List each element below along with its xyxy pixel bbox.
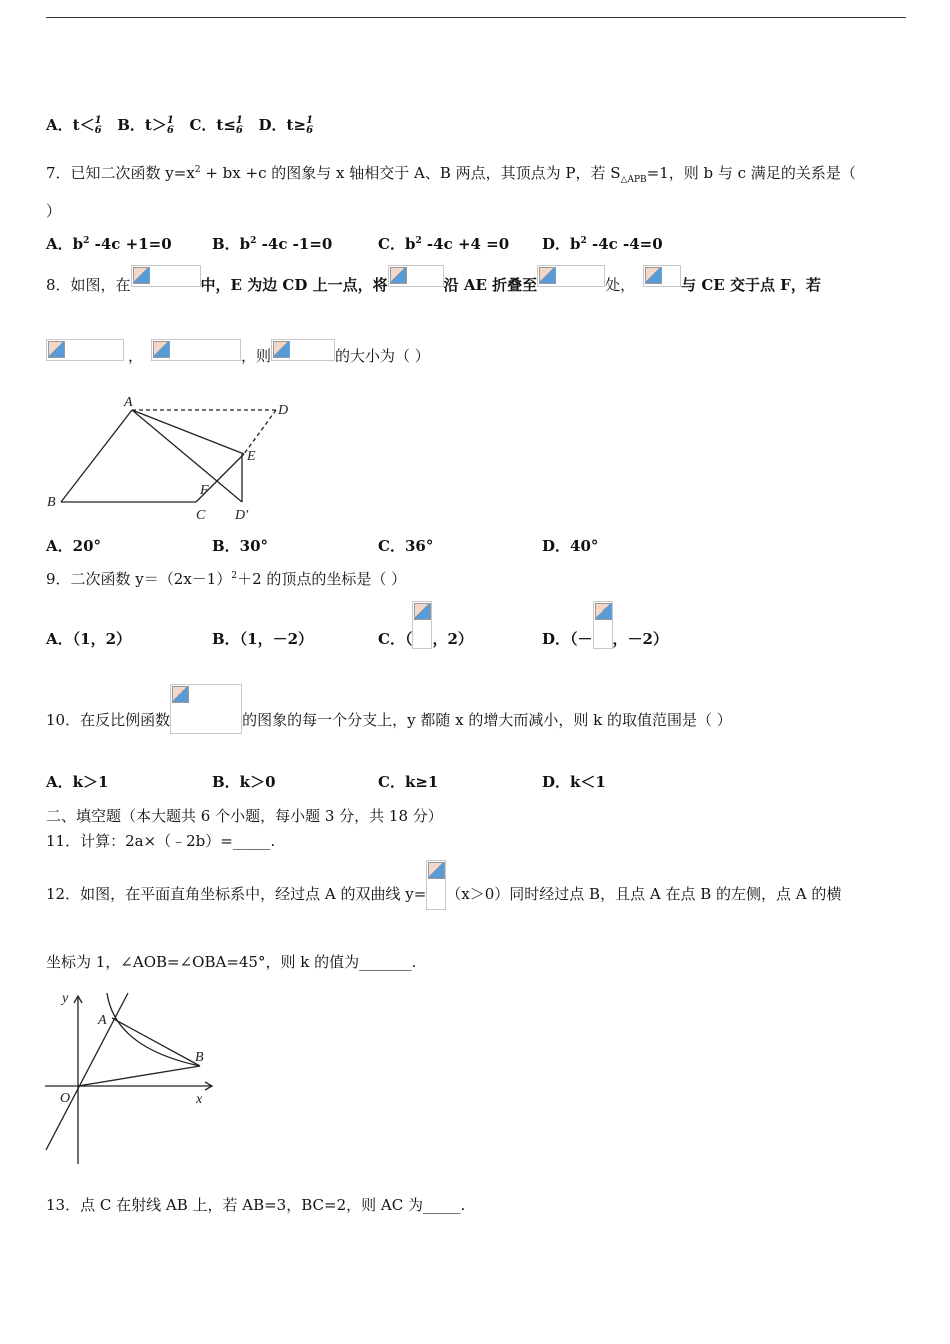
q6-options <box>46 114 313 136</box>
broken-image-icon <box>412 601 432 649</box>
label-b: B <box>195 1050 204 1065</box>
label-x: x <box>196 1092 203 1107</box>
q8-stem: 8．如图，在 中，E 为边 CD 上一点，将 沿 AE 折叠至 处， 与 CE 交于点 F，若 <box>46 264 821 304</box>
q7-text: + bx +c 的图象与 x 轴相交于 A、B 两点，其顶点为 P，若 S <box>200 164 621 182</box>
superscript: 2 <box>194 165 201 175</box>
q9-stem: 9．二次函数 $y=(2x-1)^2+2$ 的顶点的坐标是（ ） <box>46 570 407 588</box>
broken-image-icon <box>271 339 335 361</box>
q10-option-b: B．k＞0 <box>212 773 276 791</box>
label-d-prime: D′ <box>235 508 249 523</box>
label-e: E <box>247 449 256 464</box>
broken-image-icon <box>537 265 605 287</box>
q7-option-c: C．$b^2$ -4c +4 =0 <box>378 235 510 253</box>
q7-text: 7．已知二次函数 y=x <box>46 164 195 182</box>
label-o: O <box>60 1091 71 1106</box>
q8-option-c: C．36° <box>378 537 434 555</box>
q13-stem: 13．点 C 在射线 AB 上，若 AB=3，BC=2，则 AC 为_____. <box>46 1196 466 1214</box>
label-f: F <box>200 483 209 498</box>
q12-figure <box>40 988 220 1168</box>
q7-option-b: B．$b^2$ -4c -1=0 <box>212 235 333 253</box>
fraction: 1 6 <box>306 115 314 136</box>
fraction: 1 6 <box>166 115 174 136</box>
hyperbola-curve <box>107 993 200 1066</box>
broken-image-icon <box>643 265 681 287</box>
q8-option-b: B．30° <box>212 537 269 555</box>
q9-option-b: B．（1，－2） <box>212 630 314 648</box>
broken-image-icon <box>593 601 613 649</box>
q9-option-c: C．（ ，2） <box>378 628 473 649</box>
q6-option-b: B．t＞ <box>117 116 167 134</box>
label-a: A <box>124 395 133 410</box>
label-y: y <box>62 991 69 1006</box>
q8-option-d: D．40° <box>542 537 599 555</box>
q10-option-a: A．k＞1 <box>46 773 109 791</box>
q6-option-c: C．t≤ <box>189 116 236 134</box>
q9-option-d: D．（－ ，－2） <box>542 628 668 649</box>
segment-ae <box>132 410 244 454</box>
fraction: 1 6 <box>94 115 102 136</box>
q6-option-d: D．t≥ <box>258 116 307 134</box>
broken-image-icon <box>426 860 446 910</box>
q7-stem <box>46 162 856 185</box>
broken-image-icon <box>388 265 444 287</box>
subscript: △APB <box>620 175 647 185</box>
segment-de-dashed <box>244 410 276 454</box>
q11-stem: 11．计算：2a×（﹣2b）=_____. <box>46 832 276 850</box>
header-rule <box>46 17 906 18</box>
line-oa <box>46 993 128 1150</box>
q7-text: =1，则 b 与 c 满足的关系是（ <box>646 164 856 182</box>
label-d: D <box>278 403 289 418</box>
q12-stem: 12．如图，在平面直角坐标系中，经过点 A 的双曲线 y= （x＞0）同时经过点 B，且点 A 在点 B 的左侧，点 A 的横 <box>46 858 841 910</box>
q7-option-a: A．$b^2$ -4c +1=0 <box>46 235 172 253</box>
q10-option-c: C．k≥1 <box>378 773 439 791</box>
label-b: B <box>47 495 56 510</box>
broken-image-icon <box>131 265 201 287</box>
segment-ad-prime <box>132 410 242 502</box>
label-c: C <box>196 508 206 523</box>
q9-option-a: A．（1，2） <box>46 630 132 648</box>
label-a: A <box>98 1013 107 1028</box>
q8-option-a: A．20° <box>46 537 102 555</box>
q10-option-d: D．k＜1 <box>542 773 606 791</box>
fraction: 1 6 <box>235 115 243 136</box>
broken-image-icon <box>151 339 241 361</box>
q8-figure <box>44 392 304 524</box>
q7-stem-line2: ） <box>46 202 62 220</box>
q7-option-d: D．$b^2$ -4c -4=0 <box>542 235 663 253</box>
q10-stem: 10．在反比例函数 的图象的每一个分支上，y 都随 x 的增大而减小，则 k 的取值范围是（ ） <box>46 682 732 734</box>
line-ab <box>112 1018 200 1066</box>
q6-option-a: A．t＜ <box>46 116 95 134</box>
broken-image-icon <box>170 684 242 734</box>
section-heading: 二、填空题（本大题共 6 个小题，每小题 3 分，共 18 分） <box>46 807 443 825</box>
line-ob <box>78 1066 200 1086</box>
q8-stem-line2: ， ，则 的大小为（ ） <box>46 338 430 372</box>
segment-ab <box>61 410 132 502</box>
broken-image-icon <box>46 339 124 361</box>
q12-stem-line2: 坐标为 1，∠AOB=∠OBA=45°，则 k 的值为_______. <box>46 953 417 971</box>
